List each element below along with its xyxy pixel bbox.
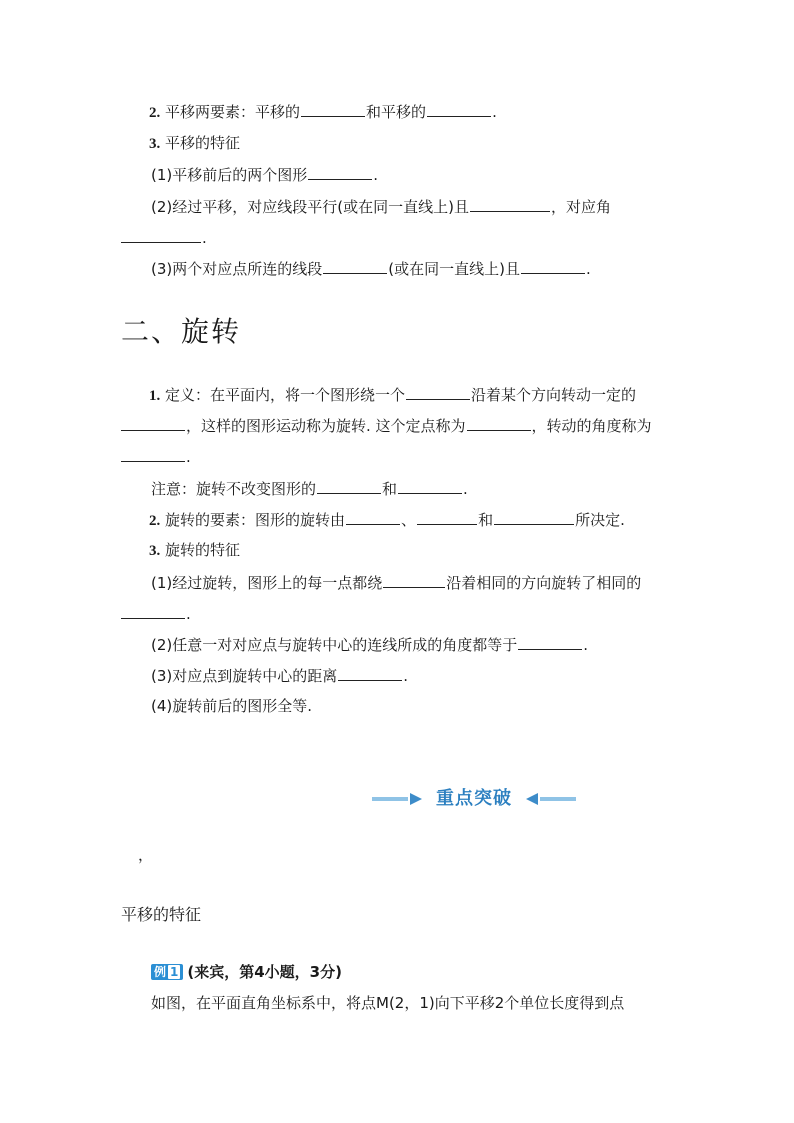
item-text: 、	[401, 511, 417, 529]
item-number: 2.	[149, 513, 161, 529]
example-text: 如图，在平面直角坐标系中，将点M(2，1)向下平移2个单位长度得到点	[151, 994, 625, 1012]
item-text: ，这样的图形运动称为旋转. 这个定点称为	[186, 417, 466, 435]
fill-blank[interactable]	[346, 509, 400, 525]
fill-blank[interactable]	[467, 415, 531, 431]
item-text: 和平移的	[366, 103, 427, 121]
fill-blank[interactable]	[417, 509, 477, 525]
banner-arrow-left-icon	[410, 793, 422, 805]
point-number: (2)	[151, 636, 173, 654]
point-number: (4)	[151, 697, 173, 715]
banner-arrow-right-icon	[526, 793, 538, 805]
item-text: ，转动的角度称为	[531, 417, 652, 435]
banner-bar-left	[372, 797, 408, 801]
fill-blank[interactable]	[121, 415, 185, 431]
item-text: 和	[478, 511, 494, 529]
item-text: 平移两要素：平移的	[165, 103, 301, 121]
point-text: 经过平移，对应线段平行(或在同一直线上)且	[172, 198, 469, 216]
point-number: (1)	[151, 574, 173, 592]
rotation-point-2	[151, 634, 588, 655]
fill-blank[interactable]	[494, 509, 574, 525]
point-number: (3)	[151, 260, 173, 278]
item-text: 沿着某个方向转动一定的	[471, 386, 637, 404]
example-header	[151, 962, 342, 982]
item-number: 2.	[149, 105, 161, 121]
note-text: 注意：旋转不改变图形的	[151, 480, 317, 498]
item-end: .	[492, 103, 497, 121]
fill-blank[interactable]	[521, 258, 585, 274]
fill-blank[interactable]	[338, 665, 402, 681]
translation-point-3	[151, 258, 591, 279]
fill-blank[interactable]	[427, 101, 491, 117]
point-text: 对应点到旋转中心的距离	[172, 667, 338, 685]
point-end: .	[373, 166, 379, 184]
item-text: 旋转的特征	[165, 541, 241, 559]
fill-blank[interactable]	[301, 101, 365, 117]
point-end: .	[186, 605, 191, 623]
fill-blank[interactable]	[121, 446, 185, 462]
note-end: .	[463, 480, 468, 498]
rotation-item-3	[149, 540, 240, 561]
section-heading-rotation: 二、旋转	[121, 315, 242, 348]
fill-blank[interactable]	[121, 603, 185, 619]
translation-item-3	[149, 133, 240, 154]
point-text: 平移前后的两个图形	[172, 166, 308, 184]
item-text: 定义：在平面内，将一个图形绕一个	[165, 386, 406, 404]
point-end: .	[202, 229, 207, 247]
fill-blank[interactable]	[470, 196, 550, 212]
example-source: (来宾，第4小题，3分)	[187, 963, 342, 981]
item-text: 旋转的要素：图形的旋转由	[165, 511, 346, 529]
point-end: .	[403, 667, 409, 685]
point-text: (或在同一直线上)且	[388, 260, 520, 278]
rotation-definition-cont	[120, 415, 652, 436]
point-end: .	[585, 260, 591, 278]
item-text: 平移的特征	[165, 134, 241, 152]
point-text: 沿着相同的方向旋转了相同的	[446, 574, 642, 592]
item-number: 3.	[149, 543, 161, 559]
rotation-point-1-cont	[120, 603, 191, 624]
section-title: 平移的特征	[121, 905, 202, 924]
stray-mark: ，	[138, 846, 154, 864]
rotation-definition	[149, 384, 636, 406]
key-points-banner	[372, 786, 576, 812]
rotation-item-2	[149, 509, 625, 531]
item-number: 3.	[149, 136, 161, 152]
point-text: 旋转前后的图形全等.	[172, 697, 313, 715]
point-text: 经过旋转，图形上的每一点都绕	[172, 574, 383, 592]
point-number: (3)	[151, 667, 173, 685]
translation-point-2-cont	[120, 227, 207, 248]
fill-blank[interactable]	[406, 384, 470, 400]
item-end: .	[186, 448, 191, 466]
item-text: 所决定.	[575, 511, 625, 529]
rotation-point-1	[151, 572, 641, 593]
point-text: ，对应角	[550, 198, 611, 216]
translation-item-2	[149, 101, 497, 123]
example-tag-label: 例	[154, 965, 167, 979]
point-text: 两个对应点所连的线段	[172, 260, 323, 278]
rotation-definition-cont2	[120, 446, 191, 467]
fill-blank[interactable]	[383, 572, 445, 588]
banner-label: 重点突破	[436, 788, 512, 809]
fill-blank[interactable]	[398, 478, 462, 494]
example-tag	[151, 964, 183, 980]
fill-blank[interactable]	[518, 634, 582, 650]
banner-bar-right	[540, 797, 576, 801]
fill-blank[interactable]	[121, 227, 201, 243]
translation-point-1	[151, 164, 378, 185]
fill-blank[interactable]	[317, 478, 381, 494]
item-number: 1.	[149, 388, 161, 404]
rotation-point-3	[151, 665, 408, 686]
rotation-point-4	[151, 696, 312, 716]
point-number: (2)	[151, 198, 173, 216]
rotation-note	[151, 478, 468, 499]
point-text: 任意一对对应点与旋转中心的连线所成的角度都等于	[172, 636, 518, 654]
fill-blank[interactable]	[308, 164, 372, 180]
note-text: 和	[382, 480, 398, 498]
translation-point-2	[151, 196, 611, 217]
point-end: .	[583, 636, 589, 654]
fill-blank[interactable]	[323, 258, 387, 274]
point-number: (1)	[151, 166, 173, 184]
example-tag-number: 1	[170, 965, 179, 979]
